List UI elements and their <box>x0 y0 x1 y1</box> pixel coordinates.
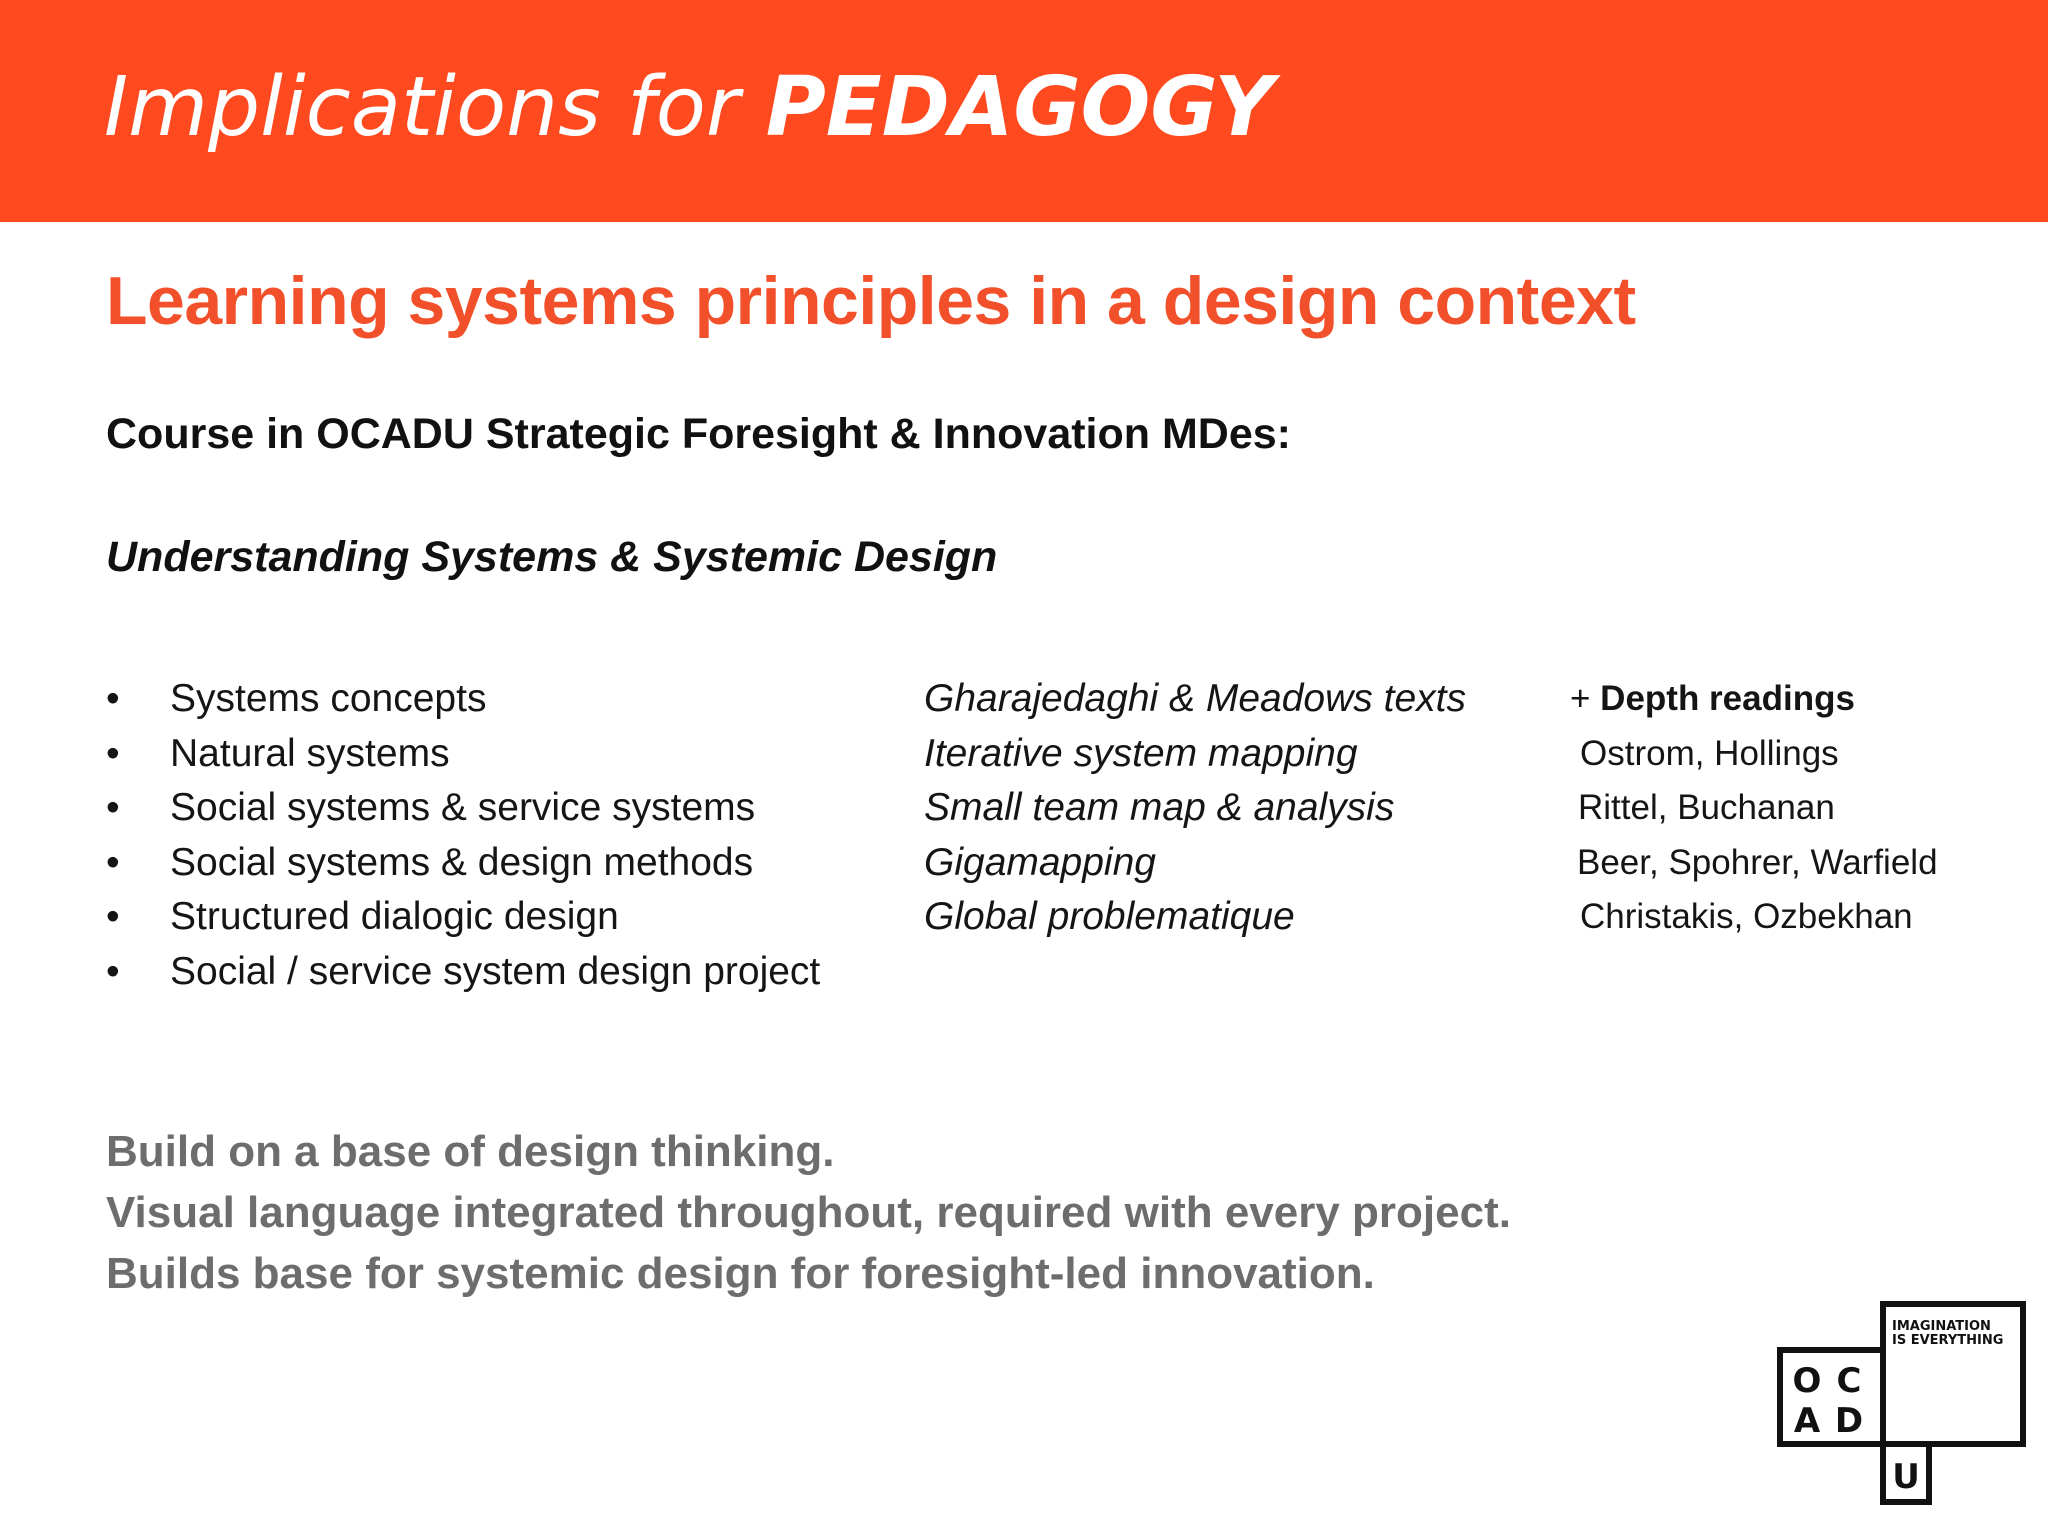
logo-letter-u: U <box>1892 1457 1920 1497</box>
topic-label: Natural systems <box>170 731 450 775</box>
topic-item <box>106 890 820 945</box>
logo-tagline-2: IS EVERYTHING <box>1892 1333 2004 1348</box>
topic-label: Systems concepts <box>170 677 487 720</box>
method-item: Small team map & analysis <box>924 786 1395 829</box>
logo-letter-d: D <box>1834 1401 1864 1441</box>
note-line: Build on a base of design thinking. <box>106 1127 835 1176</box>
plus-sign: + <box>1570 679 1601 718</box>
method-item: Iterative system mapping <box>924 731 1358 775</box>
readings-list <box>1570 672 1938 945</box>
course-heading: Course in OCADU Strategic Foresight & Innovation MDes: <box>106 410 1291 458</box>
topics-list <box>106 672 820 999</box>
bullet-icon: • <box>106 840 120 884</box>
topic-item <box>106 945 820 1000</box>
method-item: Gharajedaghi & Meadows texts <box>924 677 1466 720</box>
logo-tagline-1: IMAGINATION <box>1892 1319 1991 1334</box>
bullet-icon: • <box>106 895 120 938</box>
bullet-icon: • <box>106 786 120 829</box>
topic-item <box>106 727 820 782</box>
reading-authors: Christakis, Ozbekhan <box>1580 897 1913 936</box>
topic-item <box>106 836 820 891</box>
readings-heading <box>1570 672 1938 727</box>
logo-letter-c: C <box>1836 1361 1862 1401</box>
bullet-icon: • <box>106 949 120 993</box>
slide-title-emphasis: PEDAGOGY <box>765 60 1274 155</box>
topic-label: Structured dialogic design <box>170 895 619 938</box>
topic-label: Social systems & design methods <box>170 840 754 884</box>
method-item: Gigamapping <box>924 840 1156 884</box>
topic-item <box>106 781 820 836</box>
reading-authors: Beer, Spohrer, Warfield <box>1577 842 1938 882</box>
topic-label: Social systems & service systems <box>170 786 756 829</box>
note-line: Builds base for systemic design for foresight-led innovation. <box>106 1249 1375 1298</box>
slide-title-prefix: Implications for <box>104 60 766 155</box>
logo-letter-o: O <box>1792 1361 1822 1401</box>
ocad-u-logo <box>1776 1300 2026 1510</box>
topic-item <box>106 672 820 727</box>
note-line: Visual language integrated throughout, required with every project. <box>106 1188 1511 1237</box>
bullet-icon: • <box>106 677 120 720</box>
methods-list <box>924 672 1466 945</box>
reading-authors: Ostrom, Hollings <box>1580 733 1839 773</box>
method-item: Global problematique <box>924 895 1295 938</box>
readings-heading-label: Depth readings <box>1600 679 1855 718</box>
slide-title <box>104 58 1274 158</box>
course-name: Understanding Systems & Systemic Design <box>106 533 998 581</box>
summary-notes <box>106 1121 1511 1304</box>
logo-letter-a: A <box>1793 1401 1821 1441</box>
reading-authors: Rittel, Buchanan <box>1578 788 1835 827</box>
slide-subtitle: Learning systems principles in a design context <box>106 263 1636 339</box>
bullet-icon: • <box>106 731 120 775</box>
topic-label: Social / service system design project <box>170 949 821 993</box>
title-banner <box>0 0 2048 222</box>
